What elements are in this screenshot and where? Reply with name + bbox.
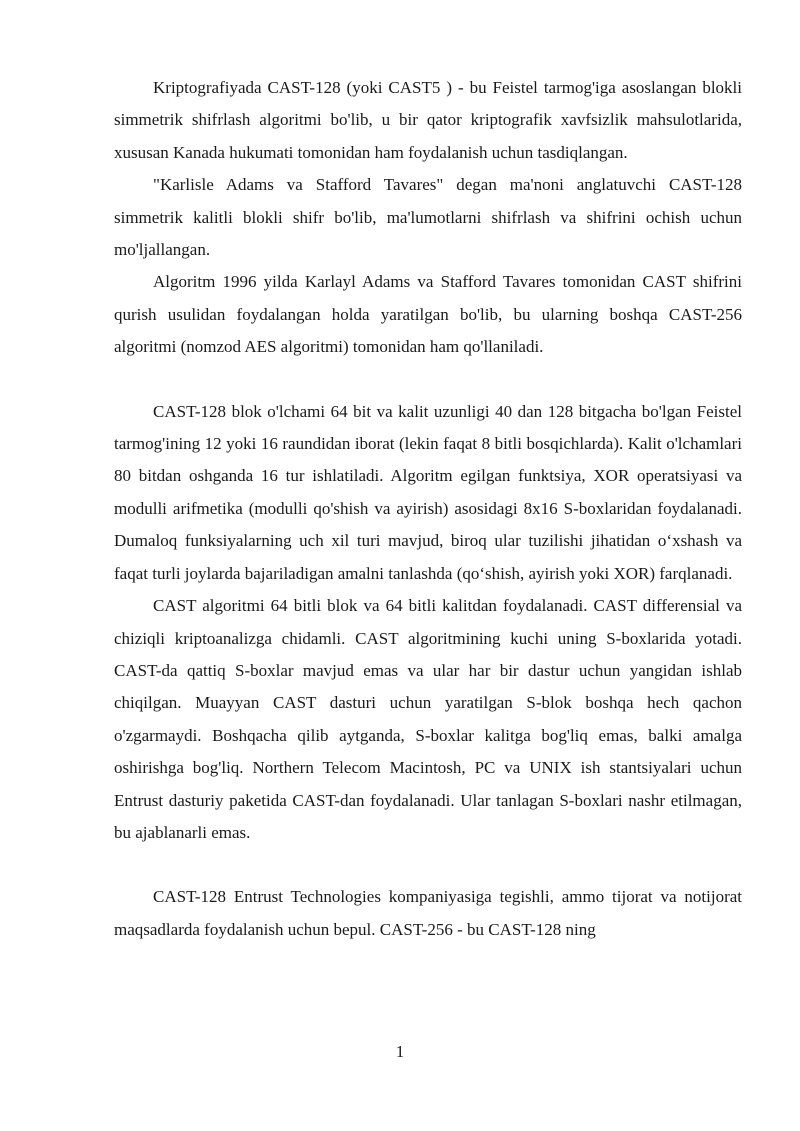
paragraph-cast128-intro: Kriptografiyada CAST-128 (yoki CAST5 ) - bu Feistel tarmog'iga asoslangan blokli simmetrik shifrlash algoritmi bo'lib, u bir qator kriptografik xavfsizlik mahsulotlarida, xususan Kanada hukumati tomonidan ham foydalanish uchun tasdiqlangan. (114, 78, 742, 162)
paragraph-block-and-key-size: CAST-128 blok o'lchami 64 bit va kalit uzunligi 40 dan 128 bitgacha bo'lgan Feistel tarmog'ining 12 yoki 16 raundidan iborat (lekin faqat 8 bitli bosqichlarda). Kalit o'lchamlari 80 bitdan oshganda 16 tur ishlatiladi. Algoritm egilgan funktsiya, XOR operatsiyasi va modulli arifmetika (modulli qo'shish va ayirish) asosidagi 8x16 S-boxlaridan foydalanadi. Dumaloq funksiyalarning uch xil turi mavjud, biroq ular tuzilishi jihatidan o‘xshash va faqat turli joylarda bajariladigan amalni tanlashda (qo‘shish, ayirish yoki XOR) farqlanadi. (114, 401, 742, 583)
paragraph-spacer (114, 364, 742, 396)
paragraph-algorithm-history: Algoritm 1996 yilda Karlayl Adams va Stafford Tavares tomonidan CAST shifrini qurish usulidan foydalangan holda yaratilgan bo'lib, bu ularning boshqa CAST-256 algoritmi (nomzod AES algoritmi) tomonidan ham qo'llaniladi. (114, 272, 742, 357)
document-body (114, 72, 742, 946)
paragraph-licensing: CAST-128 Entrust Technologies kompaniyasiga tegishli, ammo tijorat va notijorat maqsadlarda foydalanish uchun bepul. CAST-256 - bu CAST-128 ning (114, 887, 742, 939)
page-number: 1 (395, 1042, 405, 1061)
paragraph-spacer (114, 849, 742, 881)
paragraph-cast128-meaning: "Karlisle Adams va Stafford Tavares" degan ma'noni anglatuvchi CAST-128 simmetrik kalitli blokli shifr bo'lib, ma'lumotlarni shifrlash va shifrini ochish uchun mo'ljallangan. (114, 175, 742, 260)
paragraph-sbox-strength: CAST algoritmi 64 bitli blok va 64 bitli kalitdan foydalanadi. CAST differensial va chiziqli kriptoanalizga chidamli. CAST algoritmining kuchi uning S-boxlarida yotadi. CAST-da qattiq S-boxlar mavjud emas va ular har bir dastur uchun yangidan ishlab chiqilgan. Muayyan CAST dasturi uchun yaratilgan S-blok boshqa hech qachon o'zgarmaydi. Boshqacha qilib aytganda, S-boxlar kalitga bog'liq emas, balki amalga oshirishga bog'liq. Northern Telecom Macintosh, PC va UNIX ish stantsiyalari uchun Entrust dasturiy paketida CAST-dan foydalanadi. Ular tanlagan S-boxlari nashr etilmagan, bu ajablanarli emas. (114, 596, 742, 842)
